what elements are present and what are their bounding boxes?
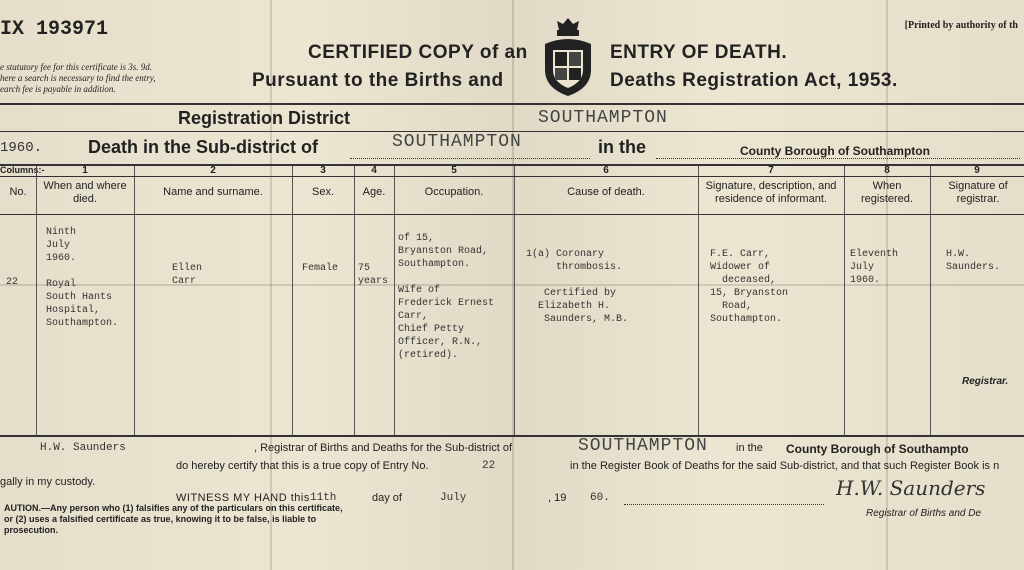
title-right-1: ENTRY OF DEATH. bbox=[610, 42, 788, 63]
column-number: 8 bbox=[884, 165, 890, 176]
registrar-caption: Registrar. bbox=[962, 376, 1009, 387]
column-header: Sex. bbox=[311, 186, 334, 198]
county-value: County Borough of Southampton bbox=[740, 144, 930, 158]
column-header: Name and surname. bbox=[163, 186, 263, 198]
rule bbox=[0, 103, 1024, 105]
registration-district-value: SOUTHAMPTON bbox=[538, 108, 668, 128]
column-number: 6 bbox=[603, 165, 609, 176]
witness-year-prefix: , 19 bbox=[548, 492, 567, 504]
rule bbox=[0, 176, 1024, 177]
title-left-1: CERTIFIED COPY of an bbox=[308, 42, 528, 63]
column-number: 4 bbox=[371, 165, 377, 176]
columns-label: Columns:- bbox=[0, 165, 45, 175]
column-header: Age. bbox=[362, 186, 386, 198]
witness-day-of: day of bbox=[372, 492, 402, 504]
column-number: 9 bbox=[974, 165, 980, 176]
registration-district-label: Registration District bbox=[178, 108, 351, 128]
column-header: When and where died. bbox=[43, 180, 127, 205]
entry-occupation: of 15, Bryanston Road, Southampton. Wife of Frederick Ernest Carr, Chief Petty Officer, R.N., (retired). bbox=[398, 233, 495, 361]
column-header-no: No. bbox=[9, 186, 27, 198]
certification-subdistrict: SOUTHAMPTON bbox=[578, 436, 708, 456]
registrar-signature: H.W. Saunders bbox=[836, 476, 986, 500]
column-header: Signature of registrar. bbox=[948, 180, 1008, 205]
entry-name: Ellen Carr bbox=[172, 263, 203, 287]
entry-when-where: Ninth July 1960. Royal South Hants Hospital, Southampton. bbox=[46, 227, 119, 329]
custody-text: gally in my custody. bbox=[0, 476, 96, 488]
caution-notice: AUTION.—Any person who (1) falsifies any of the particulars on this certificate, or (2) uses a falsified certificate as true, knowing it to be false, is liable to prosecution. bbox=[4, 503, 343, 535]
column-header: When registered. bbox=[861, 180, 913, 205]
printed-by-note: [Printed by authority of th bbox=[904, 20, 1018, 31]
title-left-2: Pursuant to the Births and bbox=[252, 70, 504, 91]
certification-in-the: in the bbox=[736, 442, 763, 454]
certifying-registrar-name: H.W. Saunders bbox=[40, 442, 126, 454]
column-header: Cause of death. bbox=[567, 186, 645, 198]
entry-registrar: H.W. Saunders. bbox=[946, 249, 1001, 273]
fee-note: e statutory fee for this certificate is 3s. 9d. here a search is necessary to find the entry, earch fee is payable in addition. bbox=[0, 62, 156, 94]
column-number: 1 bbox=[82, 165, 88, 176]
entry-cause: 1(a) Coronary thrombosis. Certified by Elizabeth H. Saunders, M.B. bbox=[526, 249, 629, 325]
dotted-line bbox=[656, 158, 1020, 159]
column-number: 2 bbox=[210, 165, 216, 176]
entry-informant: F.E. Carr, Widower of deceased, 15, Bryanston Road, Southampton. bbox=[710, 249, 789, 325]
subdistrict-label: Death in the Sub-district of bbox=[88, 137, 319, 157]
column-number: 7 bbox=[768, 165, 774, 176]
entry-registered: Eleventh July 1960. bbox=[850, 249, 899, 286]
entry-number: 22 bbox=[6, 277, 19, 288]
entry-sex: Female bbox=[302, 263, 339, 274]
witness-label: WITNESS MY HAND this bbox=[176, 492, 310, 504]
subdistrict-value: SOUTHAMPTON bbox=[392, 132, 522, 152]
certificate-serial: IX 193971 bbox=[0, 18, 109, 41]
certification-text-2-suffix: in the Register Book of Deaths for the said Sub-district, and that such Register Book is n bbox=[570, 460, 1000, 472]
column-number: 3 bbox=[320, 165, 326, 176]
in-the-label: in the bbox=[598, 137, 646, 157]
year-entry: 1960. bbox=[0, 140, 43, 156]
witness-year: 60. bbox=[590, 492, 610, 504]
column-number: 5 bbox=[451, 165, 457, 176]
certification-entry-no: 22 bbox=[482, 460, 496, 472]
witness-day: 11th bbox=[310, 492, 337, 504]
royal-arms-crest-icon bbox=[537, 16, 599, 100]
dotted-line bbox=[350, 158, 590, 159]
column-header: Signature, description, and residence of informant. bbox=[705, 180, 837, 205]
rule bbox=[0, 214, 1024, 215]
certification-text-2-prefix: do hereby certify that this is a true copy of Entry No. bbox=[176, 460, 429, 472]
title-right-2: Deaths Registration Act, 1953. bbox=[610, 70, 898, 91]
signature-caption: Registrar of Births and De bbox=[866, 508, 982, 519]
entry-age: 75 years bbox=[358, 263, 389, 287]
dotted-line bbox=[624, 504, 824, 505]
rule bbox=[0, 435, 1024, 437]
certification-county: County Borough of Southampto bbox=[786, 442, 969, 456]
certification-text-1: , Registrar of Births and Deaths for the Sub-district of bbox=[254, 442, 513, 454]
witness-month: July bbox=[440, 492, 467, 504]
column-header: Occupation. bbox=[424, 186, 484, 198]
